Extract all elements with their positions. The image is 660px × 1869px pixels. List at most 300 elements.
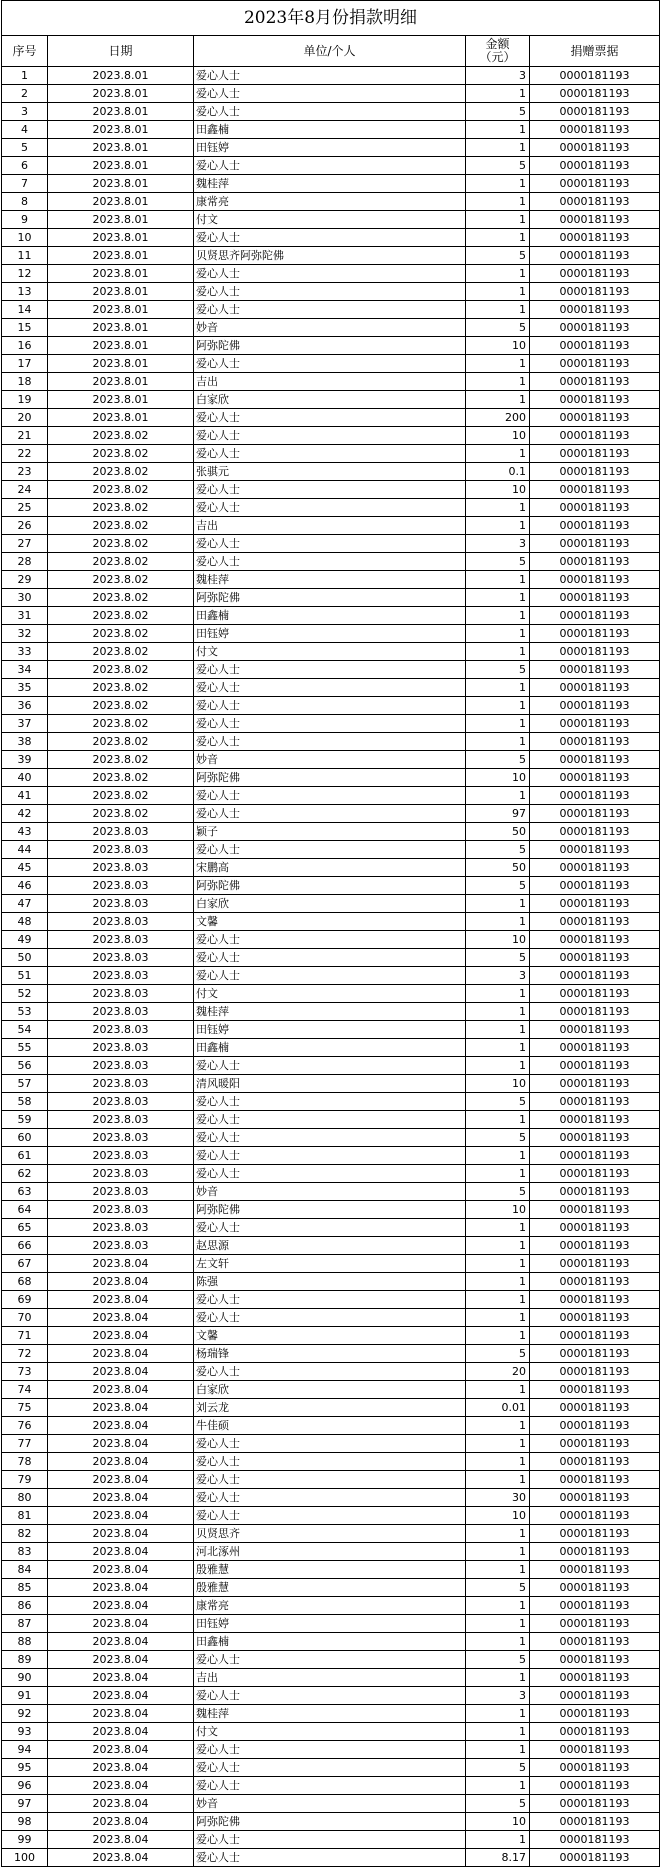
cell-receipt: 0000181193 [530,67,660,85]
cell-receipt: 0000181193 [530,1273,660,1291]
table-row [2,949,660,967]
table-row [2,1831,660,1849]
cell-amount: 5 [466,1795,530,1813]
cell-amount: 10 [466,1075,530,1093]
cell-date: 2023.8.01 [48,391,194,409]
table-row [2,139,660,157]
cell-receipt: 0000181193 [530,931,660,949]
cell-index: 67 [2,1255,48,1273]
cell-amount: 1 [466,265,530,283]
donation-table [1,0,660,1867]
cell-receipt: 0000181193 [530,1831,660,1849]
cell-index: 76 [2,1417,48,1435]
cell-amount: 1 [466,787,530,805]
cell-amount: 1 [466,391,530,409]
cell-amount: 1 [466,175,530,193]
cell-date: 2023.8.02 [48,787,194,805]
cell-date: 2023.8.01 [48,157,194,175]
cell-date: 2023.8.01 [48,337,194,355]
cell-donor: 田鑫楠 [194,121,466,139]
cell-amount: 1 [466,895,530,913]
cell-date: 2023.8.03 [48,1219,194,1237]
cell-date: 2023.8.04 [48,1669,194,1687]
cell-amount: 1 [466,1327,530,1345]
table-row [2,589,660,607]
cell-receipt: 0000181193 [530,391,660,409]
cell-donor: 张骐元 [194,463,466,481]
cell-donor: 付文 [194,985,466,1003]
cell-receipt: 0000181193 [530,679,660,697]
table-row [2,1183,660,1201]
cell-date: 2023.8.02 [48,571,194,589]
cell-donor: 爱心人士 [194,1291,466,1309]
cell-amount: 5 [466,553,530,571]
cell-donor: 爱心人士 [194,409,466,427]
cell-date: 2023.8.04 [48,1471,194,1489]
cell-amount: 1 [466,1435,530,1453]
cell-donor: 爱心人士 [194,553,466,571]
cell-receipt: 0000181193 [530,463,660,481]
cell-index: 50 [2,949,48,967]
cell-index: 38 [2,733,48,751]
cell-receipt: 0000181193 [530,1021,660,1039]
table-row [2,1237,660,1255]
cell-date: 2023.8.04 [48,1273,194,1291]
cell-date: 2023.8.01 [48,301,194,319]
cell-receipt: 0000181193 [530,265,660,283]
cell-receipt: 0000181193 [530,229,660,247]
cell-index: 63 [2,1183,48,1201]
table-row [2,1075,660,1093]
cell-index: 39 [2,751,48,769]
cell-amount: 1 [466,589,530,607]
table-row [2,571,660,589]
cell-donor: 刘云龙 [194,1399,466,1417]
cell-amount: 1 [466,1831,530,1849]
cell-donor: 田钰婷 [194,1021,466,1039]
cell-donor: 魏桂萍 [194,1705,466,1723]
table-row [2,715,660,733]
cell-date: 2023.8.01 [48,247,194,265]
cell-donor: 爱心人士 [194,1777,466,1795]
cell-index: 3 [2,103,48,121]
cell-date: 2023.8.04 [48,1849,194,1867]
cell-amount: 1 [466,283,530,301]
table-row [2,103,660,121]
cell-date: 2023.8.02 [48,679,194,697]
cell-date: 2023.8.01 [48,319,194,337]
table-row [2,733,660,751]
cell-donor: 吉出 [194,517,466,535]
cell-index: 25 [2,499,48,517]
cell-index: 13 [2,283,48,301]
cell-amount: 5 [466,751,530,769]
table-row [2,805,660,823]
cell-date: 2023.8.04 [48,1759,194,1777]
cell-receipt: 0000181193 [530,1129,660,1147]
cell-date: 2023.8.03 [48,967,194,985]
cell-index: 59 [2,1111,48,1129]
table-row [2,517,660,535]
cell-date: 2023.8.04 [48,1723,194,1741]
table-row [2,535,660,553]
cell-date: 2023.8.03 [48,1057,194,1075]
cell-index: 6 [2,157,48,175]
cell-date: 2023.8.04 [48,1417,194,1435]
cell-date: 2023.8.03 [48,895,194,913]
cell-date: 2023.8.04 [48,1381,194,1399]
cell-receipt: 0000181193 [530,1435,660,1453]
cell-donor: 宋鹏高 [194,859,466,877]
cell-index: 30 [2,589,48,607]
cell-index: 57 [2,1075,48,1093]
table-row [2,661,660,679]
cell-receipt: 0000181193 [530,337,660,355]
cell-receipt: 0000181193 [530,1705,660,1723]
cell-receipt: 0000181193 [530,1039,660,1057]
cell-date: 2023.8.02 [48,643,194,661]
cell-date: 2023.8.02 [48,517,194,535]
cell-receipt: 0000181193 [530,1003,660,1021]
cell-receipt: 0000181193 [530,1255,660,1273]
cell-index: 72 [2,1345,48,1363]
cell-date: 2023.8.04 [48,1525,194,1543]
cell-receipt: 0000181193 [530,1201,660,1219]
cell-index: 87 [2,1615,48,1633]
cell-date: 2023.8.03 [48,1075,194,1093]
cell-index: 98 [2,1813,48,1831]
cell-index: 37 [2,715,48,733]
cell-donor: 爱心人士 [194,1831,466,1849]
cell-amount: 10 [466,769,530,787]
cell-receipt: 0000181193 [530,895,660,913]
cell-receipt: 0000181193 [530,409,660,427]
cell-receipt: 0000181193 [530,1471,660,1489]
cell-donor: 爱心人士 [194,481,466,499]
table-row [2,1489,660,1507]
cell-index: 77 [2,1435,48,1453]
cell-receipt: 0000181193 [530,1327,660,1345]
cell-donor: 爱心人士 [194,1759,466,1777]
cell-date: 2023.8.03 [48,1111,194,1129]
cell-amount: 5 [466,247,530,265]
table-row [2,1777,660,1795]
table-row [2,1327,660,1345]
cell-amount: 1 [466,1291,530,1309]
table-row [2,697,660,715]
cell-date: 2023.8.03 [48,859,194,877]
cell-date: 2023.8.02 [48,697,194,715]
cell-date: 2023.8.01 [48,175,194,193]
cell-amount: 1 [466,1309,530,1327]
cell-date: 2023.8.02 [48,553,194,571]
cell-date: 2023.8.04 [48,1795,194,1813]
cell-receipt: 0000181193 [530,625,660,643]
cell-date: 2023.8.02 [48,715,194,733]
cell-receipt: 0000181193 [530,1093,660,1111]
cell-index: 52 [2,985,48,1003]
col-header-receipt: 捐赠票据 [530,36,660,67]
cell-receipt: 0000181193 [530,949,660,967]
cell-donor: 阿弥陀佛 [194,877,466,895]
table-row [2,1813,660,1831]
cell-receipt: 0000181193 [530,1651,660,1669]
cell-receipt: 0000181193 [530,1111,660,1129]
cell-date: 2023.8.01 [48,265,194,283]
table-row [2,463,660,481]
cell-donor: 白家欣 [194,895,466,913]
cell-receipt: 0000181193 [530,1669,660,1687]
cell-amount: 0.01 [466,1399,530,1417]
table-row [2,1273,660,1291]
cell-date: 2023.8.04 [48,1363,194,1381]
cell-index: 89 [2,1651,48,1669]
cell-index: 31 [2,607,48,625]
cell-donor: 清风暖阳 [194,1075,466,1093]
cell-amount: 1 [466,301,530,319]
cell-donor: 杨瑞锋 [194,1345,466,1363]
cell-amount: 3 [466,967,530,985]
cell-amount: 5 [466,157,530,175]
cell-amount: 5 [466,1093,530,1111]
cell-index: 8 [2,193,48,211]
table-row [2,625,660,643]
cell-receipt: 0000181193 [530,1777,660,1795]
cell-amount: 1 [466,1723,530,1741]
cell-donor: 贝贤思齐 [194,1525,466,1543]
cell-amount: 1 [466,1237,530,1255]
table-row [2,1849,660,1867]
cell-amount: 10 [466,1201,530,1219]
cell-receipt: 0000181193 [530,1633,660,1651]
cell-index: 17 [2,355,48,373]
cell-date: 2023.8.03 [48,1021,194,1039]
cell-amount: 10 [466,931,530,949]
cell-date: 2023.8.02 [48,535,194,553]
cell-donor: 爱心人士 [194,931,466,949]
cell-date: 2023.8.01 [48,193,194,211]
cell-index: 15 [2,319,48,337]
cell-date: 2023.8.04 [48,1327,194,1345]
cell-amount: 5 [466,1651,530,1669]
table-row [2,247,660,265]
cell-date: 2023.8.04 [48,1309,194,1327]
table-row [2,1201,660,1219]
cell-amount: 1 [466,229,530,247]
cell-donor: 田鑫楠 [194,607,466,625]
cell-donor: 康常亮 [194,193,466,211]
cell-amount: 200 [466,409,530,427]
cell-amount: 1 [466,139,530,157]
table-row [2,1723,660,1741]
table-row [2,211,660,229]
cell-index: 81 [2,1507,48,1525]
cell-receipt: 0000181193 [530,1363,660,1381]
cell-index: 32 [2,625,48,643]
cell-index: 14 [2,301,48,319]
cell-index: 100 [2,1849,48,1867]
cell-index: 83 [2,1543,48,1561]
cell-date: 2023.8.01 [48,121,194,139]
table-row [2,1399,660,1417]
table-row [2,787,660,805]
cell-index: 97 [2,1795,48,1813]
cell-amount: 1 [466,373,530,391]
table-row [2,1381,660,1399]
cell-donor: 爱心人士 [194,265,466,283]
cell-donor: 爱心人士 [194,535,466,553]
cell-donor: 爱心人士 [194,157,466,175]
cell-receipt: 0000181193 [530,607,660,625]
table-row [2,1633,660,1651]
table-row [2,283,660,301]
cell-donor: 颖子 [194,823,466,841]
cell-receipt: 0000181193 [530,1615,660,1633]
cell-amount: 1 [466,445,530,463]
cell-donor: 爱心人士 [194,1129,466,1147]
cell-date: 2023.8.02 [48,805,194,823]
table-row [2,1147,660,1165]
cell-index: 55 [2,1039,48,1057]
cell-receipt: 0000181193 [530,103,660,121]
cell-receipt: 0000181193 [530,1723,660,1741]
cell-date: 2023.8.03 [48,913,194,931]
cell-date: 2023.8.02 [48,445,194,463]
table-row [2,1291,660,1309]
cell-date: 2023.8.03 [48,1129,194,1147]
cell-amount: 20 [466,1363,530,1381]
cell-date: 2023.8.03 [48,1147,194,1165]
cell-index: 61 [2,1147,48,1165]
cell-index: 21 [2,427,48,445]
cell-receipt: 0000181193 [530,1561,660,1579]
cell-amount: 10 [466,1813,530,1831]
cell-date: 2023.8.01 [48,139,194,157]
cell-amount: 10 [466,481,530,499]
cell-index: 24 [2,481,48,499]
table-row [2,607,660,625]
table-row [2,1759,660,1777]
cell-receipt: 0000181193 [530,877,660,895]
cell-receipt: 0000181193 [530,1813,660,1831]
cell-index: 22 [2,445,48,463]
cell-receipt: 0000181193 [530,1543,660,1561]
cell-amount: 1 [466,1705,530,1723]
cell-donor: 爱心人士 [194,301,466,319]
table-row [2,391,660,409]
cell-receipt: 0000181193 [530,1687,660,1705]
table-row [2,1471,660,1489]
cell-donor: 魏桂萍 [194,1003,466,1021]
cell-donor: 爱心人士 [194,787,466,805]
cell-amount: 1 [466,1165,530,1183]
table-row [2,1435,660,1453]
cell-donor: 爱心人士 [194,1453,466,1471]
cell-date: 2023.8.03 [48,1165,194,1183]
cell-donor: 妙音 [194,1183,466,1201]
cell-donor: 康常亮 [194,1597,466,1615]
cell-receipt: 0000181193 [530,1453,660,1471]
cell-index: 54 [2,1021,48,1039]
cell-donor: 吉出 [194,1669,466,1687]
cell-donor: 爱心人士 [194,697,466,715]
cell-date: 2023.8.02 [48,607,194,625]
cell-receipt: 0000181193 [530,787,660,805]
cell-date: 2023.8.03 [48,841,194,859]
cell-receipt: 0000181193 [530,643,660,661]
cell-amount: 1 [466,1543,530,1561]
table-row [2,1039,660,1057]
cell-date: 2023.8.04 [48,1651,194,1669]
cell-amount: 5 [466,1129,530,1147]
table-row [2,1255,660,1273]
cell-index: 45 [2,859,48,877]
cell-amount: 8.17 [466,1849,530,1867]
table-row [2,1057,660,1075]
cell-amount: 1 [466,1669,530,1687]
cell-amount: 1 [466,679,530,697]
cell-donor: 阿弥陀佛 [194,1813,466,1831]
cell-date: 2023.8.03 [48,1183,194,1201]
cell-date: 2023.8.04 [48,1507,194,1525]
table-row [2,175,660,193]
cell-amount: 10 [466,337,530,355]
table-row [2,121,660,139]
cell-index: 51 [2,967,48,985]
cell-receipt: 0000181193 [530,373,660,391]
cell-date: 2023.8.04 [48,1435,194,1453]
cell-date: 2023.8.03 [48,949,194,967]
cell-donor: 阿弥陀佛 [194,1201,466,1219]
cell-index: 58 [2,1093,48,1111]
cell-date: 2023.8.01 [48,85,194,103]
table-row [2,1741,660,1759]
cell-index: 68 [2,1273,48,1291]
cell-date: 2023.8.03 [48,1003,194,1021]
cell-date: 2023.8.03 [48,1039,194,1057]
cell-receipt: 0000181193 [530,1183,660,1201]
cell-amount: 1 [466,1525,530,1543]
cell-date: 2023.8.01 [48,103,194,121]
cell-amount: 1 [466,1561,530,1579]
cell-amount: 3 [466,1687,530,1705]
cell-receipt: 0000181193 [530,535,660,553]
cell-donor: 爱心人士 [194,355,466,373]
cell-date: 2023.8.04 [48,1291,194,1309]
cell-date: 2023.8.04 [48,1399,194,1417]
table-row [2,841,660,859]
cell-receipt: 0000181193 [530,913,660,931]
cell-donor: 田鑫楠 [194,1633,466,1651]
cell-date: 2023.8.02 [48,589,194,607]
cell-index: 43 [2,823,48,841]
cell-donor: 爱心人士 [194,283,466,301]
col-header-donor: 单位/个人 [194,36,466,67]
donation-sheet [1,0,659,1867]
cell-amount: 1 [466,607,530,625]
cell-amount: 5 [466,1579,530,1597]
cell-amount: 5 [466,841,530,859]
cell-index: 75 [2,1399,48,1417]
cell-date: 2023.8.02 [48,769,194,787]
cell-index: 5 [2,139,48,157]
cell-receipt: 0000181193 [530,733,660,751]
cell-amount: 1 [466,1381,530,1399]
cell-date: 2023.8.03 [48,1093,194,1111]
cell-receipt: 0000181193 [530,661,660,679]
cell-receipt: 0000181193 [530,697,660,715]
table-row [2,769,660,787]
